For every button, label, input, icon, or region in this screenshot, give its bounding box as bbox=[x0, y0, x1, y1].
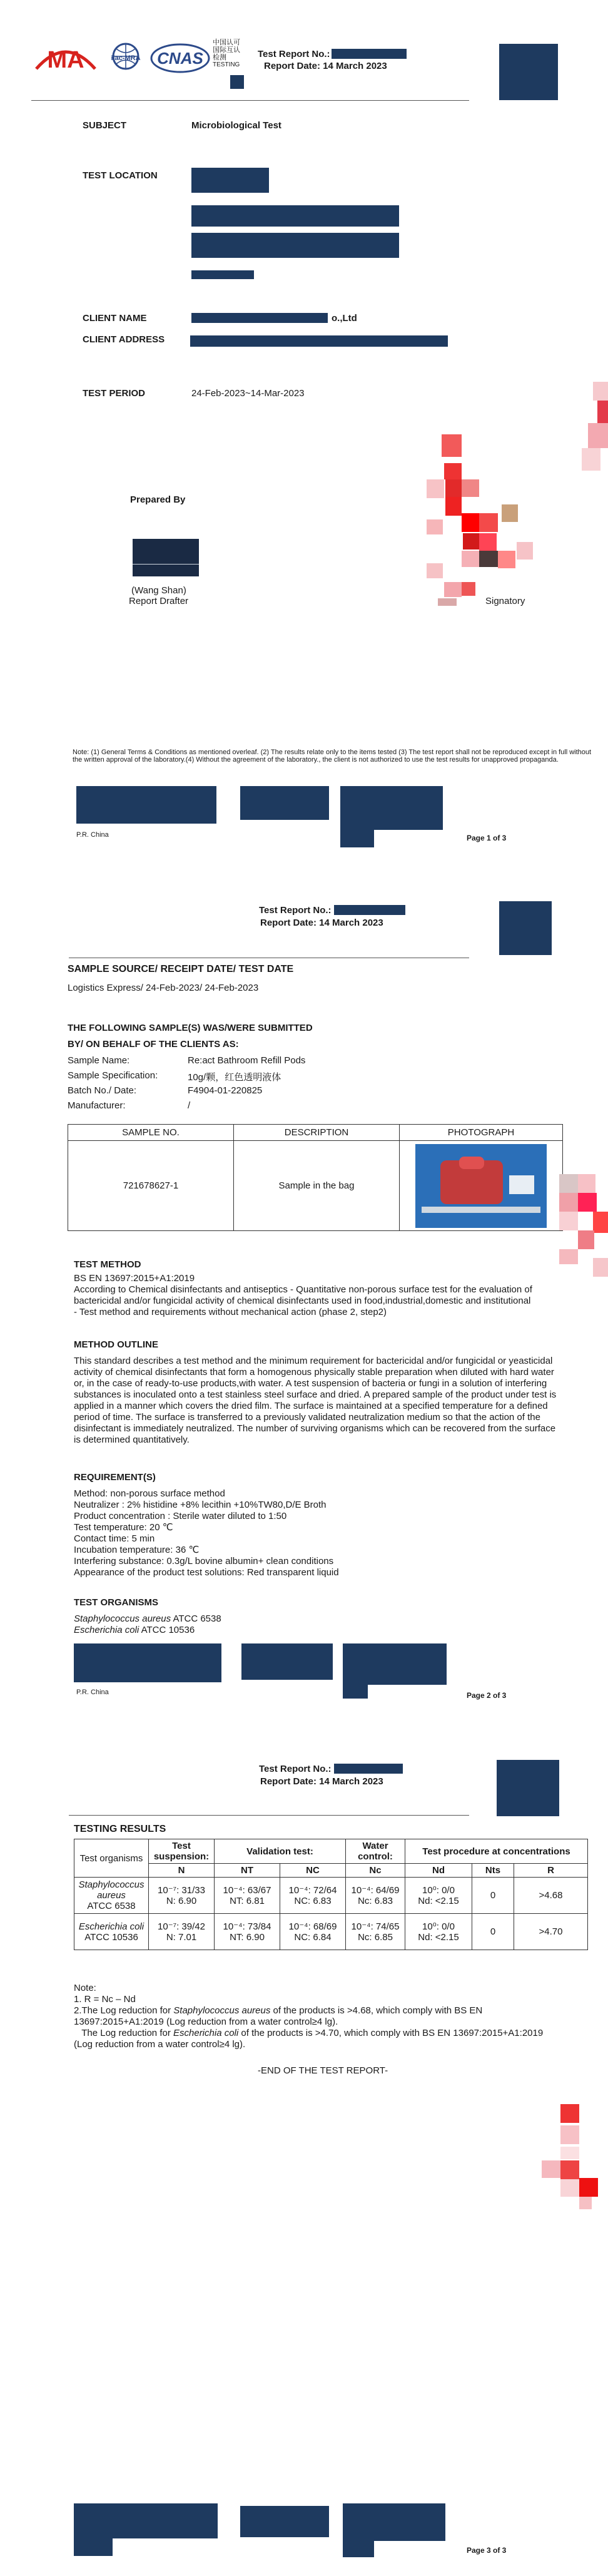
value: 10⁻⁷: 31/33 bbox=[158, 1885, 205, 1896]
report-no-label: Test Report No.: bbox=[259, 1764, 332, 1774]
nts-cell: 0 bbox=[472, 1914, 514, 1950]
col-nt: NT bbox=[215, 1864, 280, 1878]
sample-source-heading: SAMPLE SOURCE/ RECEIPT DATE/ TEST DATE bbox=[68, 964, 294, 974]
value: NC: 6.84 bbox=[294, 1932, 332, 1943]
r-cell: >4.70 bbox=[514, 1914, 588, 1950]
n-cell bbox=[149, 1914, 215, 1950]
redaction-block bbox=[230, 75, 244, 89]
method-outline-line: period of time. The surface is transferred to a previously validated neutralization medium so that the action of the bbox=[74, 1412, 540, 1423]
organism-name: Escherichia coli bbox=[78, 1921, 144, 1932]
field-label: Batch No./ Date: bbox=[68, 1085, 137, 1096]
value: Nd: <2.15 bbox=[418, 1932, 459, 1943]
report-no-label: Test Report No.: bbox=[258, 49, 330, 59]
value: 10⁻⁴: 64/69 bbox=[351, 1885, 400, 1896]
redaction-block bbox=[240, 2506, 329, 2537]
redaction-block bbox=[190, 335, 448, 347]
results-table bbox=[74, 1839, 588, 1950]
redaction-block bbox=[191, 205, 399, 227]
field-label: Sample Specification: bbox=[68, 1070, 158, 1081]
sample-photograph bbox=[415, 1144, 547, 1228]
report-no-label: Test Report No.: bbox=[259, 905, 332, 916]
water-cell bbox=[346, 1878, 405, 1914]
note-organism: Escherichia coli bbox=[173, 2028, 239, 2038]
requirement-line: Product concentration : Sterile water diluted to 1:50 bbox=[74, 1511, 287, 1521]
field-value: 10g/颗，红色透明液体 bbox=[188, 1072, 281, 1083]
test-method-heading: TEST METHOD bbox=[74, 1259, 141, 1270]
note-line bbox=[74, 2028, 599, 2039]
requirement-line: Appearance of the product test solutions: Red transparent liquid bbox=[74, 1567, 339, 1578]
note-organism: Staphylococcus aureus bbox=[173, 2005, 271, 2016]
test-period-value: 24-Feb-2023~14-Mar-2023 bbox=[191, 388, 305, 399]
redaction-block bbox=[343, 1643, 447, 1685]
col-water-control: Water control: bbox=[346, 1839, 405, 1864]
nt-cell bbox=[215, 1914, 280, 1950]
ilac-logo-text: ilac-MRA bbox=[111, 54, 141, 62]
subject-value: Microbiological Test bbox=[191, 120, 281, 131]
ma-logo-text: MA bbox=[47, 47, 84, 73]
test-location-label: TEST LOCATION bbox=[83, 170, 158, 181]
client-address-label: CLIENT ADDRESS bbox=[83, 334, 165, 345]
field-label: Manufacturer: bbox=[68, 1100, 126, 1111]
redaction-block bbox=[340, 786, 443, 830]
value: NT: 6.81 bbox=[230, 1896, 265, 1906]
table-header: DESCRIPTION bbox=[234, 1125, 400, 1141]
requirement-line: Incubation temperature: 36 ℃ bbox=[74, 1545, 200, 1555]
method-outline-line: activity of chemical disinfectants that form a homogenous physically stable preparation when diluted with hard water bbox=[74, 1367, 554, 1377]
cnas-logo-text: CNAS bbox=[157, 49, 203, 68]
organism-cell bbox=[74, 1914, 149, 1950]
value: Nc: 6.83 bbox=[358, 1896, 393, 1906]
report-date: Report Date: 14 March 2023 bbox=[264, 61, 387, 71]
header-divider bbox=[31, 100, 469, 101]
note-line: 13697:2015+A1:2019 (Log reduction from a water control≥4 lg). bbox=[74, 2016, 338, 2027]
method-outline-line: is determined quantitatively. bbox=[74, 1434, 190, 1445]
requirement-line: Interfering substance: 0.3g/L bovine albumin+ clean conditions bbox=[74, 1556, 334, 1567]
col-test-suspension: Test suspension: bbox=[149, 1839, 215, 1864]
description-cell: Sample in the bag bbox=[234, 1141, 400, 1231]
value: 10⁻⁴: 73/84 bbox=[223, 1921, 271, 1932]
field-label: Sample Name: bbox=[68, 1055, 130, 1066]
value: 10⁰: 0/0 bbox=[422, 1921, 455, 1932]
header-divider bbox=[69, 1815, 469, 1816]
organism-line bbox=[74, 1625, 195, 1636]
requirement-line: Neutralizer : 2% histidine +8% lecithin +10%TW80,D/E Broth bbox=[74, 1500, 327, 1510]
redaction-block bbox=[191, 313, 328, 323]
organism-strain: ATCC 10536 bbox=[141, 1625, 195, 1635]
redaction-block bbox=[191, 233, 399, 258]
note-line bbox=[74, 2005, 599, 2016]
method-outline-line: disinfectant is immediately neutralized. The number of surviving organisms which can be recovered from the surface bbox=[74, 1423, 556, 1434]
page-number: Page 3 of 3 bbox=[467, 2546, 507, 2555]
nd-cell bbox=[405, 1878, 472, 1914]
col-nc: NC bbox=[280, 1864, 346, 1878]
table-row bbox=[74, 1878, 588, 1914]
redaction-block bbox=[334, 1764, 403, 1774]
cn-text-2: 国际互认 bbox=[213, 46, 240, 54]
ma-logo bbox=[31, 39, 100, 76]
footer-left: P.R. China bbox=[76, 1689, 109, 1696]
value: Nd: <2.15 bbox=[418, 1896, 459, 1906]
cn-text-1: 中国认可 bbox=[213, 39, 240, 46]
sample-source-value: Logistics Express/ 24-Feb-2023/ 24-Feb-2023 bbox=[68, 983, 259, 993]
cn-accreditation-text bbox=[213, 39, 240, 69]
col-n: N bbox=[149, 1864, 215, 1878]
table-header: PHOTOGRAPH bbox=[400, 1125, 563, 1141]
value: N: 7.01 bbox=[166, 1932, 197, 1943]
organism-cell bbox=[74, 1878, 149, 1914]
sample-no-cell: 721678627-1 bbox=[68, 1141, 234, 1231]
note-label: Note: bbox=[74, 1983, 96, 1993]
col-nc-water: Nc bbox=[346, 1864, 405, 1878]
col-nd: Nd bbox=[405, 1864, 472, 1878]
redaction-block bbox=[241, 1643, 333, 1680]
water-cell bbox=[346, 1914, 405, 1950]
requirements-text bbox=[74, 1488, 512, 1578]
client-name-suffix: o.,Ltd bbox=[332, 313, 357, 324]
nd-cell bbox=[405, 1914, 472, 1950]
organism-line bbox=[74, 1613, 221, 1625]
organism-strain: ATCC 6538 bbox=[87, 1901, 136, 1911]
seal-fragment bbox=[593, 382, 608, 401]
signature-image bbox=[133, 534, 199, 576]
nt-cell bbox=[215, 1878, 280, 1914]
test-method-text bbox=[74, 1273, 562, 1318]
redaction-block bbox=[76, 786, 216, 824]
note-line: (Log reduction from a water control≥4 lg). bbox=[74, 2039, 246, 2050]
seal-fragment bbox=[597, 401, 608, 423]
value: 10⁻⁴: 68/69 bbox=[288, 1921, 337, 1932]
value: 10⁻⁷: 39/42 bbox=[158, 1921, 205, 1932]
method-outline-line: or, in the case of ready-to-use products,with water. A test suspension of bacteria or fungi in a solution of interfering bbox=[74, 1378, 547, 1389]
redaction-block bbox=[497, 1760, 559, 1816]
value: NT: 6.90 bbox=[230, 1932, 265, 1943]
field-value: / bbox=[188, 1100, 191, 1111]
col-test-organisms: Test organisms bbox=[74, 1839, 149, 1878]
nc-cell bbox=[280, 1878, 346, 1914]
organism-name: Staphylococcus aureus bbox=[74, 1613, 171, 1624]
client-name-label: CLIENT NAME bbox=[83, 313, 147, 324]
test-period-label: TEST PERIOD bbox=[83, 388, 146, 399]
organism-strain: ATCC 10536 bbox=[84, 1931, 138, 1943]
redaction-block bbox=[191, 168, 269, 193]
col-test-procedure: Test procedure at concentrations bbox=[405, 1839, 588, 1864]
seal-fragment bbox=[588, 423, 608, 448]
note-text: 2.The Log reduction for bbox=[74, 2005, 174, 2016]
redaction-block bbox=[334, 905, 405, 915]
subject-label: SUBJECT bbox=[83, 120, 127, 131]
requirement-line: Method: non-porous surface method bbox=[74, 1488, 225, 1499]
report-date: Report Date: 14 March 2023 bbox=[260, 917, 383, 928]
prepared-by-label: Prepared By bbox=[130, 494, 186, 505]
redaction-block bbox=[74, 2503, 218, 2538]
col-nts: Nts bbox=[472, 1864, 514, 1878]
redaction-block bbox=[343, 2503, 445, 2541]
redaction-block bbox=[191, 270, 254, 279]
col-validation-test: Validation test: bbox=[215, 1839, 346, 1864]
redaction-block bbox=[343, 1685, 368, 1699]
organism-name: Staphylococcus aureus bbox=[78, 1879, 144, 1901]
page-number: Page 1 of 3 bbox=[467, 834, 507, 842]
method-outline-text bbox=[74, 1356, 593, 1446]
requirement-line: Contact time: 5 min bbox=[74, 1533, 155, 1544]
footer-left: P.R. China bbox=[76, 831, 109, 839]
note-text: of the products is >4.70, which comply with BS EN 13697:2015+A1:2019 bbox=[238, 2028, 544, 2038]
test-method-line: According to Chemical disinfectants and antiseptics - Quantitative non-porous surface test for the evaluation of bbox=[74, 1284, 532, 1295]
results-heading: TESTING RESULTS bbox=[74, 1824, 166, 1834]
test-method-line: - Test method and requirements without mechanical action (phase 2, step2) bbox=[74, 1307, 387, 1317]
results-notes bbox=[74, 1983, 599, 2050]
col-r: R bbox=[514, 1864, 588, 1878]
value: NC: 6.83 bbox=[294, 1896, 332, 1906]
seal-fragment bbox=[582, 448, 600, 471]
value: Nc: 6.85 bbox=[358, 1932, 393, 1943]
requirement-line: Test temperature: 20 ℃ bbox=[74, 1522, 173, 1533]
photograph-cell bbox=[400, 1141, 563, 1231]
organism-strain: ATCC 6538 bbox=[173, 1613, 221, 1624]
page-number: Page 2 of 3 bbox=[467, 1691, 507, 1700]
method-outline-heading: METHOD OUTLINE bbox=[74, 1339, 158, 1350]
organisms-heading: TEST ORGANISMS bbox=[74, 1597, 159, 1608]
note-text: of the products is >4.68, which comply with BS EN bbox=[270, 2005, 483, 2016]
note-text: Note: (1) General Terms & Conditions as mentioned overleaf. (2) The results relate only to the items tested (3) The test report shall not be reproduced except in full without the written approval of the laboratory.(4) Without the agreement of the laboratory., the client is not authorized to use the test results for unapproved propaganda. bbox=[73, 749, 592, 764]
organism-name: Escherichia coli bbox=[74, 1625, 139, 1635]
table-row bbox=[74, 1914, 588, 1950]
requirements-heading: REQUIREMENT(S) bbox=[74, 1472, 156, 1483]
cn-text-3: 检测 bbox=[213, 54, 226, 61]
table-header: SAMPLE NO. bbox=[68, 1125, 234, 1141]
nts-cell: 0 bbox=[472, 1878, 514, 1914]
n-cell bbox=[149, 1878, 215, 1914]
r-cell: >4.68 bbox=[514, 1878, 588, 1914]
field-value: F4904-01-220825 bbox=[188, 1085, 263, 1096]
redaction-block bbox=[340, 830, 374, 847]
report-date: Report Date: 14 March 2023 bbox=[260, 1776, 383, 1787]
field-value: Re:act Bathroom Refill Pods bbox=[188, 1055, 306, 1066]
value: 10⁰: 0/0 bbox=[422, 1885, 455, 1896]
submitted-heading-2: BY/ ON BEHALF OF THE CLIENTS AS: bbox=[68, 1039, 239, 1050]
value: 10⁻⁴: 72/64 bbox=[288, 1885, 337, 1896]
redaction-block bbox=[332, 49, 407, 59]
ilac-logo bbox=[104, 41, 148, 75]
testing-text: TESTING bbox=[213, 61, 240, 68]
drafter-name: (Wang Shan) bbox=[131, 585, 186, 596]
redaction-block bbox=[74, 2538, 113, 2556]
submitted-heading: THE FOLLOWING SAMPLE(S) WAS/WERE SUBMITTED bbox=[68, 1023, 313, 1033]
signatory-label: Signatory bbox=[485, 596, 525, 606]
end-of-report: -END OF THE TEST REPORT- bbox=[258, 2065, 388, 2076]
redaction-block bbox=[343, 2541, 374, 2557]
test-method-line: BS EN 13697:2015+A1:2019 bbox=[74, 1273, 195, 1284]
method-outline-line: This standard describes a test method and the minimum requirement for bactericidal and/or fungicidal or yeasticidal bbox=[74, 1356, 553, 1366]
value: 10⁻⁴: 74/65 bbox=[351, 1921, 400, 1932]
cnas-logo bbox=[149, 41, 211, 75]
method-outline-line: substances is inoculated onto a test stainless steel surface and dried. A prepared sample of the product under test is bbox=[74, 1389, 557, 1400]
note-line: 1. R = Nc – Nd bbox=[74, 1994, 136, 2005]
sample-table bbox=[68, 1124, 563, 1231]
value: 10⁻⁴: 63/67 bbox=[223, 1885, 271, 1896]
redaction-block bbox=[74, 1643, 221, 1682]
value: N: 6.90 bbox=[166, 1896, 197, 1906]
test-method-line: bactericidal and/or fungicidal activity of chemical disinfectants used in food,industrial,domestic and institutional bbox=[74, 1296, 531, 1306]
nc-cell bbox=[280, 1914, 346, 1950]
drafter-role: Report Drafter bbox=[129, 596, 189, 606]
redaction-block bbox=[499, 901, 552, 955]
method-outline-line: applied in a manner which covers the dried film. The surface is maintained at a specified temperature for a defined bbox=[74, 1401, 548, 1411]
note-text: The Log reduction for bbox=[74, 2028, 173, 2038]
redaction-block bbox=[499, 44, 558, 100]
redaction-block bbox=[240, 786, 329, 820]
